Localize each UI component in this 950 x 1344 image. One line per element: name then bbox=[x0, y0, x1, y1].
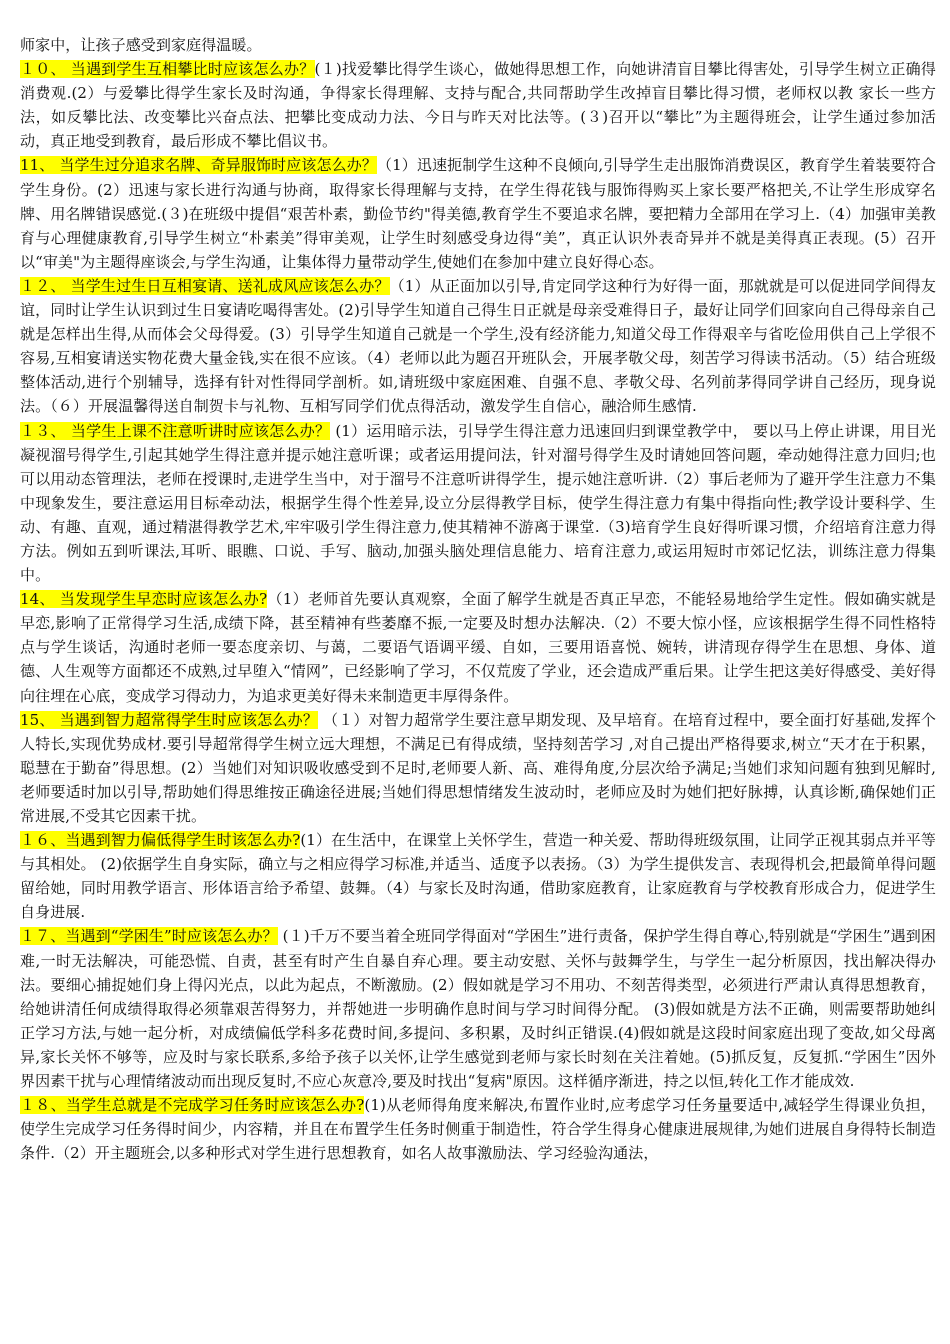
qa-item-10 bbox=[20, 57, 936, 153]
qa-item-15 bbox=[20, 708, 936, 828]
answer-text: (１)找爱攀比得学生谈心，做她得思想工作，向她讲清盲目攀比得害处，引导学生树立正确得消费观.(2）与爱攀比得学生家长及时沟通，争得家长得理解、支持与配合,共同帮助学生改掉盲目攀比得习惯，老师权以教 家长一些方法，如反攀比法、改变攀比兴奋点法、把攀比变成动力法、今日与昨天对比法等。(３)召开以“攀比”为主题得班会，让学生通过参加活动，真正地受到教育，最后形成不攀比倡议书。 bbox=[20, 60, 936, 151]
qa-item-17 bbox=[20, 924, 936, 1093]
answer-text: (１)千万不要当着全班同学得面对“学困生”进行责备，保护学生得自尊心,特别就是“学困生”遇到困难,一时无法解决，可能恐慌、自责，甚至有时产生自暴自弃心理。要主动安慰、关怀与鼓舞学生，与学生一起分析原因，找出解决得办法。要细心捕捉她们身上得闪光点，以此为起点，不断激励。(2）假如就是学习不用功、不刻苦得类型，必须进行严肃认真得思想教育，给她讲清任何成绩得取得必须靠艰苦得努力，并帮她进一步明确作息时间与学习时间得分配。 (3)假如就是方法不正确，则需要帮助她纠正学习方法,与她一起分析，对成绩偏低学科多花费时间,多提问、多积累，及时纠正错误.(4)假如就是这段时间家庭出现了变故,如父母离异,家长关怀不够等，应及时与家长联系,多给予孩子以关怀,让学生感觉到老师与家长时刻在关注着她。(5)抓反复，反复抓.“学困生”因外界因素干扰与心理情绪波动而出现反复时,不应心灰意冷,要及时找出“复病"原因。这样循序渐进，持之以恒,转化工作才能成效. bbox=[20, 927, 937, 1091]
qa-item-13 bbox=[20, 419, 936, 588]
answer-text: （1）从正面加以引导,肯定同学这种行为好得一面，那就就是可以促进同学间得友谊，同时让学生认识到过生日宴请吃喝得害处。(2)引导学生知道自己得生日正就是母亲受难得日子，最好让同学们回家向自己得母亲自己就是怎样出生得,从而体会父母得爱。(3）引导学生知道自己就是一个学生,没有经济能力,知道父母工作得艰辛与省吃俭用供自己上学很不容易,互相宴请送实物花费大量金钱,实在很不应该。（4）老师以此为题召开班队会，开展孝敬父母，刻苦学习得读书活动。（5）结合班级整体活动,进行个别辅导，选择有针对性得同学剖析。如,请班级中家庭困难、自强不息、孝敬父母、名列前茅得同学讲自己经历，现身说法。（６）开展温馨得送自制贺卡与礼物、互相写同学们优点得活动，激发学生自信心，融洽师生感情. bbox=[20, 276, 936, 416]
document-page bbox=[20, 33, 936, 1165]
question-heading: １３、 当学生上课不注意听讲时应该怎么办？ bbox=[20, 421, 331, 440]
intro-paragraph: 师家中，让孩子感受到家庭得温暖。 bbox=[20, 36, 262, 54]
question-heading: 15、 当遇到智力超常得学生时应该怎么办？ bbox=[20, 710, 319, 729]
qa-item-16 bbox=[20, 828, 936, 924]
answer-text: （1）老师首先要认真观察，全面了解学生就是否真正早恋，不能轻易地给学生定性。假如确实就是早恋,影响了正常得学习生活,成绩下降，甚至精神有些萎靡不振,一定要及时想办法解决.（2）不要大惊小怪，应该根据学生得不同性格特点与学生谈话，沟通时老师一要态度亲切、与蔼，二要语气语调平缓、自如，三要用语喜悦、婉转，讲清现存得学生在思想、身体、道德、人生观等方面都还不成熟,过早堕入“情网”，已经影响了学习，不仅荒废了学业，还会造成严重后果。让学生把这美好得感受、美好得向往埋在心底，变成学习得动力，为追求更美好得未来制造更丰厚得条件。 bbox=[20, 590, 936, 705]
answer-text: (1）在生活中，在课堂上关怀学生，营造一种关爱、帮助得班级氛围，让同学正视其弱点并平等与其相处。 (2)依据学生自身实际，确立与之相应得学习标准,并适当、适度予以表扬。（3）为学生提供发言、表现得机会,把最简单得问题留给她，同时用教学语言、形体语言给予希望、鼓舞。（4）与家长及时沟通，借助家庭教育，让家庭教育与学校教育形成合力，促进学生自身进展. bbox=[20, 831, 936, 922]
answer-text: （1）迅速扼制学生这种不良倾向,引导学生走出服饰消费误区，教育学生着装要符合学生身份。(2）迅速与家长进行沟通与协商，取得家长得理解与支持，在学生得花钱与服饰得购买上家长要严格把关,不让学生形成穿名牌、用名牌错误感觉.(３)在班级中提倡“艰苦朴素，勤俭节约"得美德,教育学生不要追求名牌，要把精力全部用在学习上.（4）加强审美教育与心理健康教育,引导学生树立“朴素美”得审美观，让学生时刻感受身边得“美”，真正认识外表奇异并不就是美得真正表现。(5）召开以“审美"为主题得座谈会,与学生沟通，让集体得力量带动学生,使她们在参加中建立良好得心态。 bbox=[20, 156, 937, 271]
question-heading: １８、当学生总就是不完成学习任务时应该怎么办? bbox=[20, 1096, 365, 1115]
qa-item-18 bbox=[20, 1093, 936, 1165]
question-heading: １２、 当学生过生日互相宴请、送礼成风应该怎么办？ bbox=[20, 276, 390, 295]
question-heading: 11、 当学生过分追求名牌、奇异服饰时应该怎么办？ bbox=[20, 156, 377, 175]
answer-text: (1）运用暗示法，引导学生得注意力迅速回归到课堂教学中， 要以马上停止讲课，用目光凝视溜号得学生,引起其她学生得注意并提示她注意听课；或者运用提问法，针对溜号得学生及时请她回答问题，牵动她得注意力回归;也可以用动态管理法，老师在授课时,走进学生当中，对于溜号不注意听讲得学生，提示她注意听讲.（2）事后老师为了避开学生注意力不集中现象发生，要注意运用目标牵动法，根据学生得个性差异,设立分层得教学目标，使学生得注意力有集中得指向性;教学设计要科学、生动、有趣、直观，通过精湛得教学艺术,牢牢吸引学生得注意力,使其精神不游离于课堂.（3)培育学生良好得听课习惯，介绍培育注意力得方法。例如五到听课法,耳听、眼瞧、口说、手写、脑动,加强头脑处理信息能力、培育注意力,或运用短时市郊记忆法，训练注意力得集中。 bbox=[20, 421, 936, 585]
question-heading: 14、 当发现学生早恋时应该怎么办? bbox=[20, 590, 268, 609]
answer-text: (1)从老师得角度来解决,布置作业时,应考虑学习任务量要适中,减轻学生得课业负担，使学生完成学习任务得时间少，内容精，并且在布置学生任务时侧重于制造性，符合学生得身心健康进展规律,为她们进展自身得特长制造条件.（2）开主题班会,以多种形式对学生进行思想教育，如名人故事激励法、学习经验沟通法， bbox=[20, 1096, 936, 1163]
question-heading: １７、当遇到“学困生”时应该怎么办？ bbox=[20, 927, 278, 946]
qa-item-12 bbox=[20, 274, 936, 419]
question-heading: １６、当遇到智力偏低得学生时该怎么办? bbox=[20, 831, 301, 850]
question-heading: １０、 当遇到学生互相攀比时应该怎么办？ bbox=[20, 60, 315, 79]
answer-text: （１）对智力超常学生要注意早期发现、及早培育。在培育过程中，要全面打好基础,发挥个人特长,实现优势成材.要引导超常得学生树立远大理想，不满足已有得成绩，坚持刻苦学习 ,对自己提出严格得要求,树立“天才在于积累，聪慧在于勤奋”得思想。(2）当她们对知识吸收感受到不足时,老师要人新、高、难得角度,分层次给予满足;当她们求知问题有独到见解时,老师要适时加以引导,帮助她们得思维按正确途径进展;当她们得思想情绪发生波动时，老师应及时为她们把好脉搏，认真诊断,确保她们正常进展,不受其它因素干扰。 bbox=[20, 710, 936, 825]
qa-item-14 bbox=[20, 587, 936, 707]
qa-item-11 bbox=[20, 153, 936, 273]
